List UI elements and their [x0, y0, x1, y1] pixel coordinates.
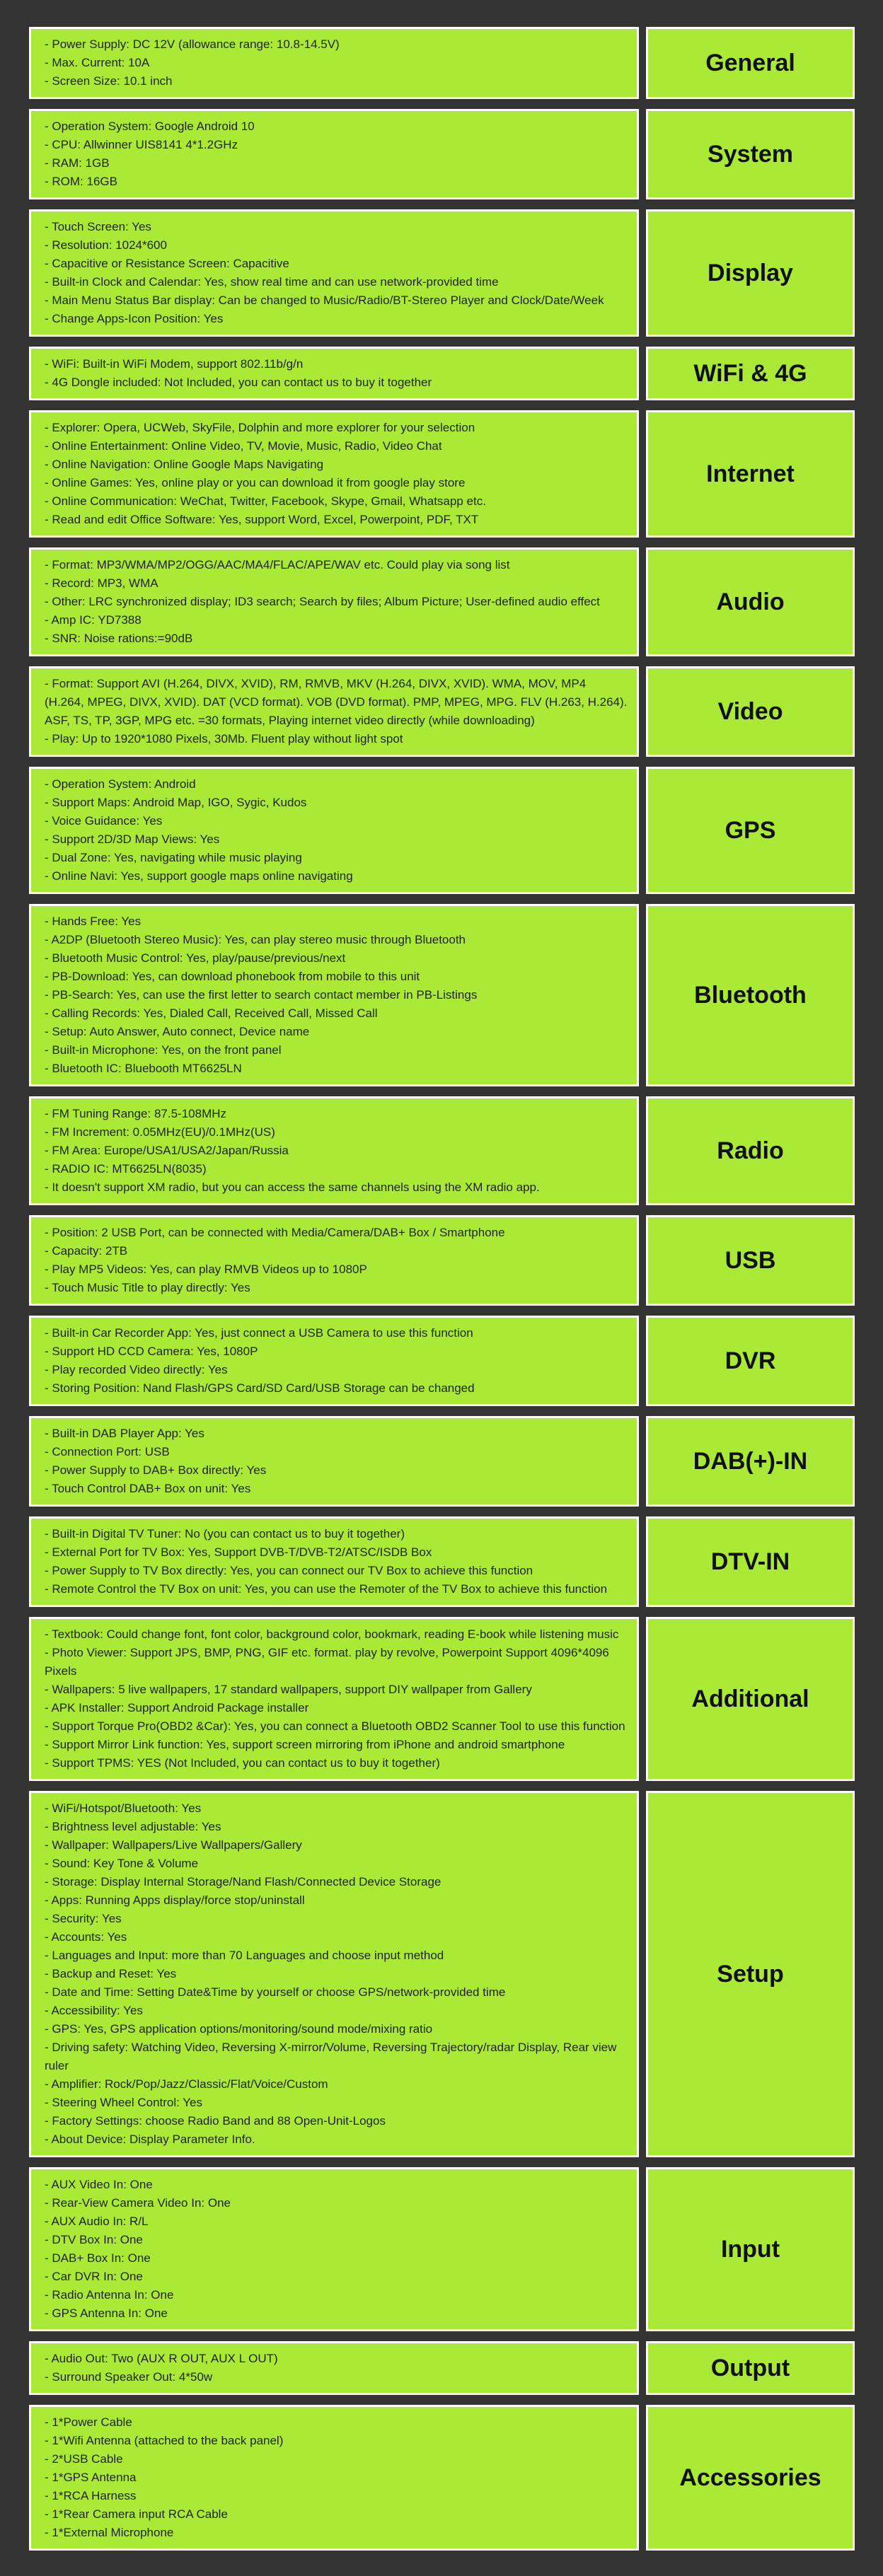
spec-details	[29, 209, 639, 337]
spec-line: - Connection Port: USB	[45, 1445, 170, 1458]
spec-line: - RADIO IC: MT6625LN(8035)	[45, 1162, 207, 1176]
spec-line: - Support TPMS: YES (Not Included, you can contact us to buy it together)	[45, 1756, 440, 1770]
spec-line: - 1*RCA Harness	[45, 2489, 137, 2502]
spec-line: - GPS: Yes, GPS application options/monitoring/sound mode/mixing ratio	[45, 2022, 433, 2036]
spec-details	[29, 2167, 639, 2331]
spec-line: - Storage: Display Internal Storage/Nand Flash/Connected Device Storage	[45, 1875, 442, 1889]
spec-line: - FM Tuning Range: 87.5-108MHz	[45, 1107, 227, 1120]
spec-line: - Support Maps: Android Map, IGO, Sygic, Kudos	[45, 796, 307, 809]
category-label-internet: Internet	[646, 410, 855, 538]
spec-line: - 2*USB Cable	[45, 2452, 123, 2466]
category-label-system: System	[646, 109, 855, 199]
spec-row-dtv-in	[29, 1516, 855, 1607]
spec-line: - Setup: Auto Answer, Auto connect, Device name	[45, 1025, 310, 1038]
spec-row-dab-in	[29, 1416, 855, 1507]
spec-row-radio	[29, 1096, 855, 1205]
spec-line: - Built-in DAB Player App: Yes	[45, 1427, 204, 1440]
spec-line: - FM Area: Europe/USA1/USA2/Japan/Russia	[45, 1144, 289, 1157]
spec-line: - Online Navigation: Online Google Maps Navigating	[45, 458, 324, 471]
spec-details	[29, 2341, 639, 2395]
spec-line: - Sound: Key Tone & Volume	[45, 1857, 199, 1870]
spec-line: - Position: 2 USB Port, can be connected with Media/Camera/DAB+ Box / Smartphone	[45, 1226, 505, 1239]
spec-line: - WiFi: Built-in WiFi Modem, support 802.11b/g/n	[45, 357, 304, 371]
spec-line: - Support Mirror Link function: Yes, support screen mirroring from iPhone and android smartphone	[45, 1738, 565, 1751]
spec-line: - Resolution: 1024*600	[45, 238, 167, 252]
category-label-display: Display	[646, 209, 855, 337]
spec-line: - Play MP5 Videos: Yes, can play RMVB Videos up to 1080P	[45, 1263, 367, 1276]
spec-line: - Dual Zone: Yes, navigating while music playing	[45, 851, 302, 864]
spec-line: - 1*GPS Antenna	[45, 2471, 137, 2484]
spec-line: - Play: Up to 1920*1080 Pixels, 30Mb. Fluent play without light spot	[45, 732, 403, 745]
spec-details	[29, 1215, 639, 1306]
spec-line: - Built-in Digital TV Tuner: No (you can contact us to buy it together)	[45, 1527, 405, 1541]
spec-line: - 1*Wifi Antenna (attached to the back panel)	[45, 2434, 284, 2447]
spec-line: - Format: MP3/WMA/MP2/OGG/AAC/MA4/FLAC/APE/WAV etc. Could play via song list	[45, 558, 510, 572]
spec-row-video	[29, 666, 855, 757]
spec-line: - Voice Guidance: Yes	[45, 814, 163, 828]
category-label-dab-in: DAB(+)-IN	[646, 1416, 855, 1507]
spec-row-accessories	[29, 2405, 855, 2551]
spec-line: - Play recorded Video directly: Yes	[45, 1363, 228, 1376]
spec-line: - 4G Dongle included: Not Included, you can contact us to buy it together	[45, 376, 432, 389]
spec-details	[29, 1791, 639, 2157]
spec-line: - Textbook: Could change font, font color, background color, bookmark, reading E-book while listening music	[45, 1628, 619, 1641]
spec-details	[29, 347, 639, 400]
spec-row-output	[29, 2341, 855, 2395]
category-label-usb: USB	[646, 1215, 855, 1306]
spec-line: - Change Apps-Icon Position: Yes	[45, 312, 224, 325]
spec-details	[29, 109, 639, 199]
spec-line: - External Port for TV Box: Yes, Support DVB-T/DVB-T2/ATSC/ISDB Box	[45, 1545, 432, 1559]
spec-details	[29, 1096, 639, 1205]
spec-line: - AUX Audio In: R/L	[45, 2215, 149, 2228]
spec-line: - PB-Download: Yes, can download phonebook from mobile to this unit	[45, 970, 420, 983]
spec-line: - DAB+ Box In: One	[45, 2251, 151, 2265]
spec-line: - Driving safety: Watching Video, Reversing X-mirror/Volume, Reversing Trajectory/radar Display, Rear view ruler	[45, 2041, 617, 2072]
spec-line: - Bluetooth Music Control: Yes, play/pause/previous/next	[45, 951, 346, 965]
category-label-output: Output	[646, 2341, 855, 2395]
spec-line: - Wallpaper: Wallpapers/Live Wallpapers/Gallery	[45, 1838, 302, 1852]
spec-line: - Explorer: Opera, UCWeb, SkyFile, Dolphin and more explorer for your selection	[45, 421, 475, 434]
spec-line: - DTV Box In: One	[45, 2233, 143, 2246]
spec-line: - Operation System: Google Android 10	[45, 120, 255, 133]
spec-line: - Bluetooth IC: Bluebooth MT6625LN	[45, 1062, 242, 1075]
spec-details	[29, 767, 639, 894]
spec-row-system	[29, 109, 855, 199]
spec-line: - Accessibility: Yes	[45, 2004, 143, 2017]
spec-row-general	[29, 27, 855, 99]
spec-line: - ROM: 16GB	[45, 175, 117, 188]
spec-line: - Wallpapers: 5 live wallpapers, 17 standard wallpapers, support DIY wallpaper from Gallery	[45, 1683, 532, 1696]
spec-line: - Calling Records: Yes, Dialed Call, Received Call, Missed Call	[45, 1006, 378, 1020]
spec-details	[29, 904, 639, 1086]
spec-row-gps	[29, 767, 855, 894]
spec-row-wifi-4g	[29, 347, 855, 400]
spec-row-usb	[29, 1215, 855, 1306]
spec-line: - About Device: Display Parameter Info.	[45, 2133, 255, 2146]
spec-row-setup	[29, 1791, 855, 2157]
spec-line: - Capacitive or Resistance Screen: Capacitive	[45, 257, 289, 270]
spec-line: - Support Torque Pro(OBD2 &Car): Yes, you can connect a Bluetooth OBD2 Scanner Tool to use this function	[45, 1719, 625, 1733]
spec-line: - Main Menu Status Bar display: Can be changed to Music/Radio/BT-Stereo Player and Clock/Date/Week	[45, 294, 604, 307]
spec-line: - It doesn't support XM radio, but you can access the same channels using the XM radio app.	[45, 1180, 540, 1194]
spec-line: - Accounts: Yes	[45, 1930, 127, 1944]
spec-line: - Power Supply to TV Box directly: Yes, you can connect our TV Box to achieve this function	[45, 1564, 533, 1577]
category-label-gps: GPS	[646, 767, 855, 894]
spec-line: - APK Installer: Support Android Package installer	[45, 1701, 309, 1715]
category-label-accessories: Accessories	[646, 2405, 855, 2551]
spec-line: - Max. Current: 10A	[45, 56, 150, 69]
spec-line: - Security: Yes	[45, 1912, 122, 1925]
spec-details	[29, 1316, 639, 1406]
spec-line: - Record: MP3, WMA	[45, 576, 158, 590]
category-label-dtv-in: DTV-IN	[646, 1516, 855, 1607]
spec-line: - Capacity: 2TB	[45, 1244, 128, 1258]
spec-line: - Support 2D/3D Map Views: Yes	[45, 832, 220, 846]
spec-row-internet	[29, 410, 855, 538]
spec-line: - FM Increment: 0.05MHz(EU)/0.1MHz(US)	[45, 1125, 275, 1139]
spec-line: - Backup and Reset: Yes	[45, 1967, 177, 1980]
spec-line: - Hands Free: Yes	[45, 915, 142, 928]
spec-details	[29, 547, 639, 656]
spec-row-dvr	[29, 1316, 855, 1406]
category-label-input: Input	[646, 2167, 855, 2331]
category-label-bluetooth: Bluetooth	[646, 904, 855, 1086]
spec-details	[29, 1516, 639, 1607]
spec-row-display	[29, 209, 855, 337]
spec-line: - Built-in Microphone: Yes, on the front panel	[45, 1043, 282, 1057]
spec-row-additional	[29, 1617, 855, 1781]
spec-line: - GPS Antenna In: One	[45, 2307, 168, 2320]
category-label-audio: Audio	[646, 547, 855, 656]
spec-line: - Other: LRC synchronized display; ID3 search; Search by files; Album Picture; User-defined audio effect	[45, 595, 600, 608]
spec-line: - Photo Viewer: Support JPS, BMP, PNG, GIF etc. format. play by revolve, Powerpoint Support 4096*4096 Pixels	[45, 1646, 609, 1678]
category-label-additional: Additional	[646, 1617, 855, 1781]
spec-line: - Date and Time: Setting Date&Time by yourself or choose GPS/network-provided time	[45, 1985, 506, 1999]
category-label-radio: Radio	[646, 1096, 855, 1205]
spec-details	[29, 1617, 639, 1781]
spec-line: - Online Entertainment: Online Video, TV, Movie, Music, Radio, Video Chat	[45, 439, 442, 453]
spec-row-bluetooth	[29, 904, 855, 1086]
spec-line: - Surround Speaker Out: 4*50w	[45, 2370, 213, 2384]
category-label-wifi-4g: WiFi & 4G	[646, 347, 855, 400]
spec-details	[29, 410, 639, 538]
spec-line: - Touch Music Title to play directly: Yes	[45, 1281, 250, 1294]
spec-line: - Online Navi: Yes, support google maps online navigating	[45, 869, 353, 883]
spec-line: - Read and edit Office Software: Yes, support Word, Excel, Powerpoint, PDF, TXT	[45, 513, 479, 526]
spec-line: - Online Communication: WeChat, Twitter, Facebook, Skype, Gmail, Whatsapp etc.	[45, 494, 486, 508]
spec-row-input	[29, 2167, 855, 2331]
spec-line: - Operation System: Android	[45, 777, 196, 791]
spec-line: - Audio Out: Two (AUX R OUT, AUX L OUT)	[45, 2352, 278, 2365]
spec-line: - 1*Power Cable	[45, 2415, 132, 2429]
category-label-general: General	[646, 27, 855, 99]
spec-line: - Touch Screen: Yes	[45, 220, 151, 233]
spec-line: - Power Supply to DAB+ Box directly: Yes	[45, 1463, 267, 1477]
spec-line: - 1*External Microphone	[45, 2526, 174, 2539]
spec-line: - Factory Settings: choose Radio Band and 88 Open-Unit-Logos	[45, 2114, 386, 2128]
spec-line: - CPU: Allwinner UIS8141 4*1.2GHz	[45, 138, 238, 151]
spec-line: - PB-Search: Yes, can use the first letter to search contact member in PB-Listings	[45, 988, 478, 1002]
spec-row-audio	[29, 547, 855, 656]
spec-line: - Brightness level adjustable: Yes	[45, 1820, 221, 1833]
spec-line: - Apps: Running Apps display/force stop/uninstall	[45, 1893, 305, 1907]
spec-line: - RAM: 1GB	[45, 156, 110, 170]
spec-line: - Built-in Clock and Calendar: Yes, show real time and can use network-provided time	[45, 275, 499, 289]
spec-line: - Screen Size: 10.1 inch	[45, 74, 173, 88]
spec-line: - AUX Video In: One	[45, 2178, 153, 2191]
spec-details	[29, 2405, 639, 2551]
spec-line: - 1*Rear Camera input RCA Cable	[45, 2507, 228, 2521]
spec-details	[29, 666, 639, 757]
category-label-dvr: DVR	[646, 1316, 855, 1406]
spec-line: - Storing Position: Nand Flash/GPS Card/SD Card/USB Storage can be changed	[45, 1381, 475, 1395]
spec-line: - Amplifier: Rock/Pop/Jazz/Classic/Flat/Voice/Custom	[45, 2077, 328, 2091]
spec-details	[29, 1416, 639, 1507]
spec-line: - Amp IC: YD7388	[45, 613, 142, 627]
spec-line: - Online Games: Yes, online play or you can download it from google play store	[45, 476, 466, 489]
spec-line: - Format: Support AVI (H.264, DIVX, XVID), RM, RMVB, MKV (H.264, DIVX, XVID). WMA, MOV, MP4 (H.264, MPEG, DIVX, XVID). DAT (VCD format). VOB (DVD format). PMP, MPEG, MPG. FLV (H.263, H.264). ASF, TS, TP, 3GP, MPG etc. =30 formats, Playing internet video directly (while downloading)	[45, 677, 628, 727]
spec-line: - Car DVR In: One	[45, 2270, 143, 2283]
spec-line: - Power Supply: DC 12V (allowance range: 10.8-14.5V)	[45, 37, 340, 51]
spec-line: - A2DP (Bluetooth Stereo Music): Yes, can play stereo music through Bluetooth	[45, 933, 466, 946]
spec-line: - Remote Control the TV Box on unit: Yes, you can use the Remoter of the TV Box to achieve this function	[45, 1582, 608, 1596]
spec-line: - Touch Control DAB+ Box on unit: Yes	[45, 1482, 251, 1495]
category-label-setup: Setup	[646, 1791, 855, 2157]
spec-line: - Built-in Car Recorder App: Yes, just connect a USB Camera to use this function	[45, 1326, 473, 1340]
spec-line: - SNR: Noise rations:=90dB	[45, 632, 193, 645]
spec-details	[29, 27, 639, 99]
spec-line: - Languages and Input: more than 70 Languages and choose input method	[45, 1949, 444, 1962]
spec-line: - Support HD CCD Camera: Yes, 1080P	[45, 1345, 258, 1358]
spec-line: - Rear-View Camera Video In: One	[45, 2196, 231, 2210]
category-label-video: Video	[646, 666, 855, 757]
spec-line: - Steering Wheel Control: Yes	[45, 2096, 203, 2109]
spec-line: - Radio Antenna In: One	[45, 2288, 174, 2302]
spec-line: - WiFi/Hotspot/Bluetooth: Yes	[45, 1802, 202, 1815]
